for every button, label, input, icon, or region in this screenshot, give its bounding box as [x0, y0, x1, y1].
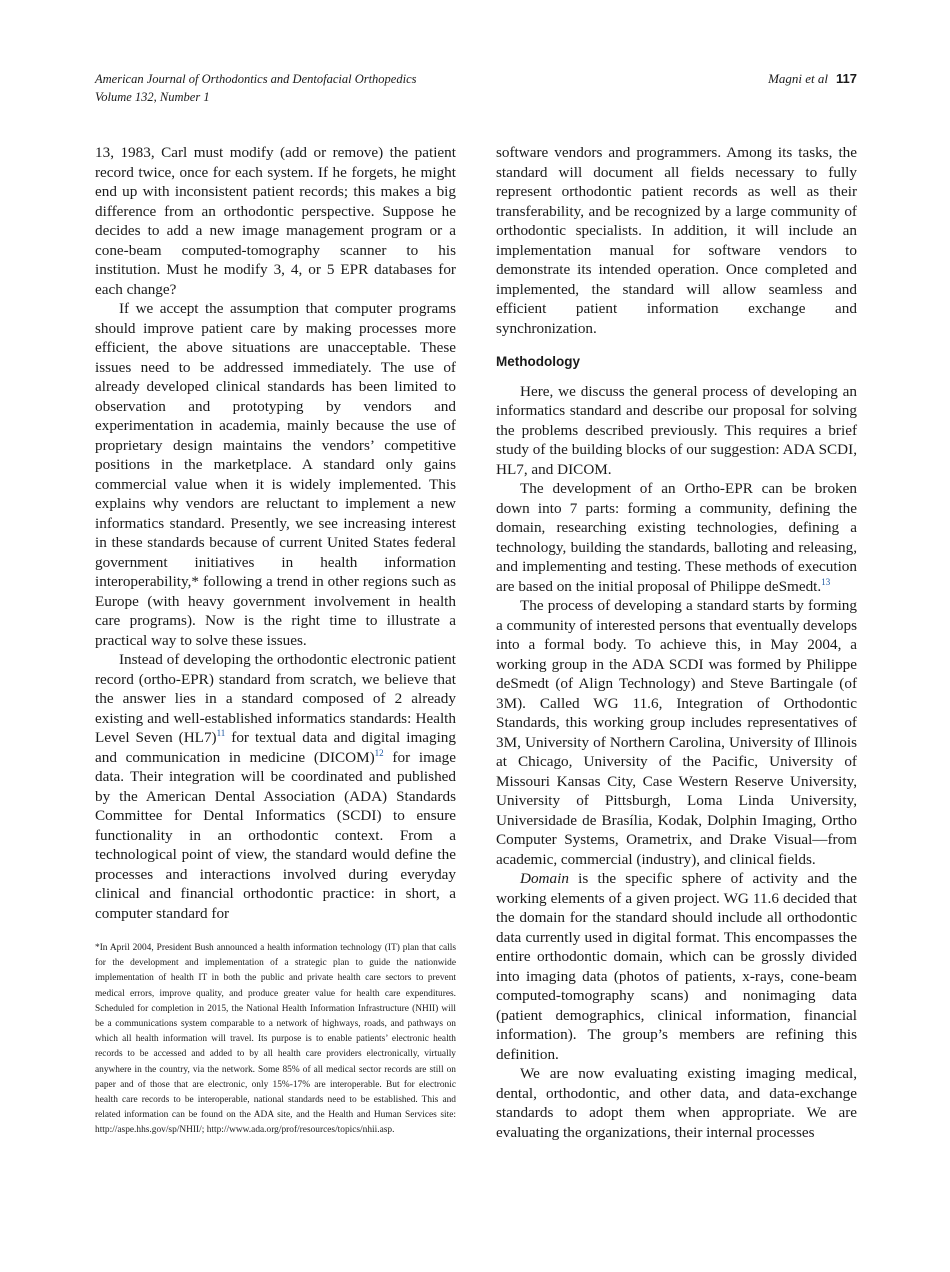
paragraph: software vendors and programmers. Among its tasks, the standard will document all fields necessary to fully represent orthodontic patient records as well as their transferability, and be recognized by a large community of orthodontic specialists. In addition, it will include an implementation manual for software vendors to demonstrate its intended operation. Once completed and implemented, the standard will allow seamless and efficient patient information exchange and synchronization.: [496, 144, 857, 337]
footnote: [95, 941, 456, 1139]
page-number: 117: [836, 71, 857, 86]
text-run: is the specific sphere of activity and the working elements of a given project. WG 11.6 decided that the domain for the standard should include all orthodontic data currently used in digital format. This encompasses the entire orthodontic domain, which can be grossly divided into imaging data (photos of patients, x-rays, cone-beam computed-tomography scans) and nonimaging data (patient demographics, clinical information, financial information). The group’s members are refining this definition.: [496, 870, 857, 1063]
right-column: [496, 143, 857, 1142]
running-authors: Magni et al: [768, 71, 829, 86]
journal-info: [95, 70, 417, 106]
text-run: for image data. Their integration will be coordinated and published by the American Dental Association (ADA) Standards Committee for Dental Informatics (SCDI) to ensure functionality in an orthodontic context. From a technological point of view, the standard would define the processes and interactions involved during everyday clinical and financial orthodontic practice: in short, a computer standard for: [95, 748, 456, 922]
paragraph: [496, 869, 857, 1064]
reference-link[interactable]: 13: [821, 576, 831, 587]
reference-link[interactable]: 11: [216, 727, 226, 738]
running-head: [95, 70, 857, 110]
paragraph: [496, 479, 857, 596]
reference-link[interactable]: 12: [374, 747, 384, 758]
text-run: for textual data and digital imaging and communication in medicine (DICOM): [95, 729, 456, 766]
journal-volume: Volume 132, Number 1: [95, 90, 210, 104]
paragraph: Here, we discuss the general process of developing an informatics standard and describe our proposal for solving the problems described previously. This requires a brief study of the building blocks of our suggestion: ADA SCDI, HL7, and DICOM.: [496, 382, 857, 478]
text-run: Instead of developing the orthodontic electronic patient record (ortho-EPR) standard from scratch, we believe that the answer lies in a standard composed of 2 already existing and well-established informatics standards: Health Level Seven (HL7): [95, 651, 456, 746]
author-page: [768, 70, 857, 88]
paragraph: If we accept the assumption that computer programs should improve patient care by making processes more efficient, the above situations are unacceptable. These issues need to be addressed immediately. The use of already developed clinical standards has been limited to observation and prototyping by vendors and experimentation in academia, mainly because the use of proprietary design maintains the vendors’ competitive positions in the marketplace. A standard only gains commercial value when it is widely implemented. This explains why vendors are reluctant to implement a new informatics standard. Presently, we see increasing interest in these standards because of current United States federal government initiatives in health information interoperability,* following a trend in other regions such as Europe (with heavy government involvement in health care programs). Now is the right time to illustrate a practical way to solve these issues.: [95, 300, 456, 649]
footnote-text: *In April 2004, President Bush announced a health information technology (IT) plan that calls for the development and implementation of a strategic plan to guide the nationwide implementation of health IT in both the public and private health care sectors to prevent medical errors, improve quality, and produce greater value for health care expenditures. Scheduled for completion in 2015, the National Health Information Infrastructure (NHII) will be a communications system comparable to a network of highways, roads, and pathways on which all health information will travel. Its purpose is to enable patients’ electronic health records to be accessed and added to by all health care providers electronically, virtually anywhere in the country, via the network. Some 85% of all medical sector records are still on paper and of those that are electronic, only 15%-17% are interoperable. But for electronic health care records to be interoperable, national standards need to be established. This and related information can be found on the ADA site, and the Health and Human Services site: http://aspe.hhs.gov/sp/NHII/; http://www.ada.org/prof/resources/topics/nhii.asp.: [95, 943, 456, 1136]
text-run: The development of an Ortho-EPR can be broken down into 7 parts: forming a community, defining the domain, researching existing technologies, defining a technology, building the standards, balloting and releasing, and implementing and testing. These methods of execution are based on the initial proposal of Philippe deSmedt.: [496, 480, 857, 595]
paragraph: [95, 650, 456, 923]
paragraph: 13, 1983, Carl must modify (add or remove) the patient record twice, once for each system. If he forgets, he might end up with inconsistent patient records; this makes a big difference from an orthodontic perspective. Suppose he decides to add a new image management program or a cone-beam computed-tomography scanner to his institution. Must he modify 3, 4, or 5 EPR databases for each change?: [95, 144, 456, 298]
paragraph: We are now evaluating existing imaging medical, dental, orthodontic, and other data, and data-exchange standards to adopt them when appropriate. We are evaluating the organizations, their internal processes: [496, 1065, 857, 1141]
journal-title: American Journal of Orthodontics and Dentofacial Orthopedics: [95, 72, 417, 86]
paragraph: The process of developing a standard starts by forming a community of interested persons that eventually develops into a formal body. To achieve this, in May 2004, a working group in the ADA SCDI was formed by Philippe deSmedt (of Align Technology) and Steve Bartingale (of 3M). Called WG 11.6, Integration of Orthodontic Standards, this working group includes representatives of 3M, University of Northern Carolina, University of Illinois at Chicago, University of the Pacific, University of Missouri Kansas City, Case Western Reserve University, University of Pittsburgh, Loma Linda University, Universidade de Brasília, Kodak, Dolphin Imaging, Ortho Computer Systems, Orametrix, and Drake Visual—from academic, commercial (industry), and clinical fields.: [496, 597, 857, 868]
left-column: [95, 143, 456, 923]
section-heading: Methodology: [496, 354, 580, 369]
defined-term: Domain: [520, 870, 569, 887]
